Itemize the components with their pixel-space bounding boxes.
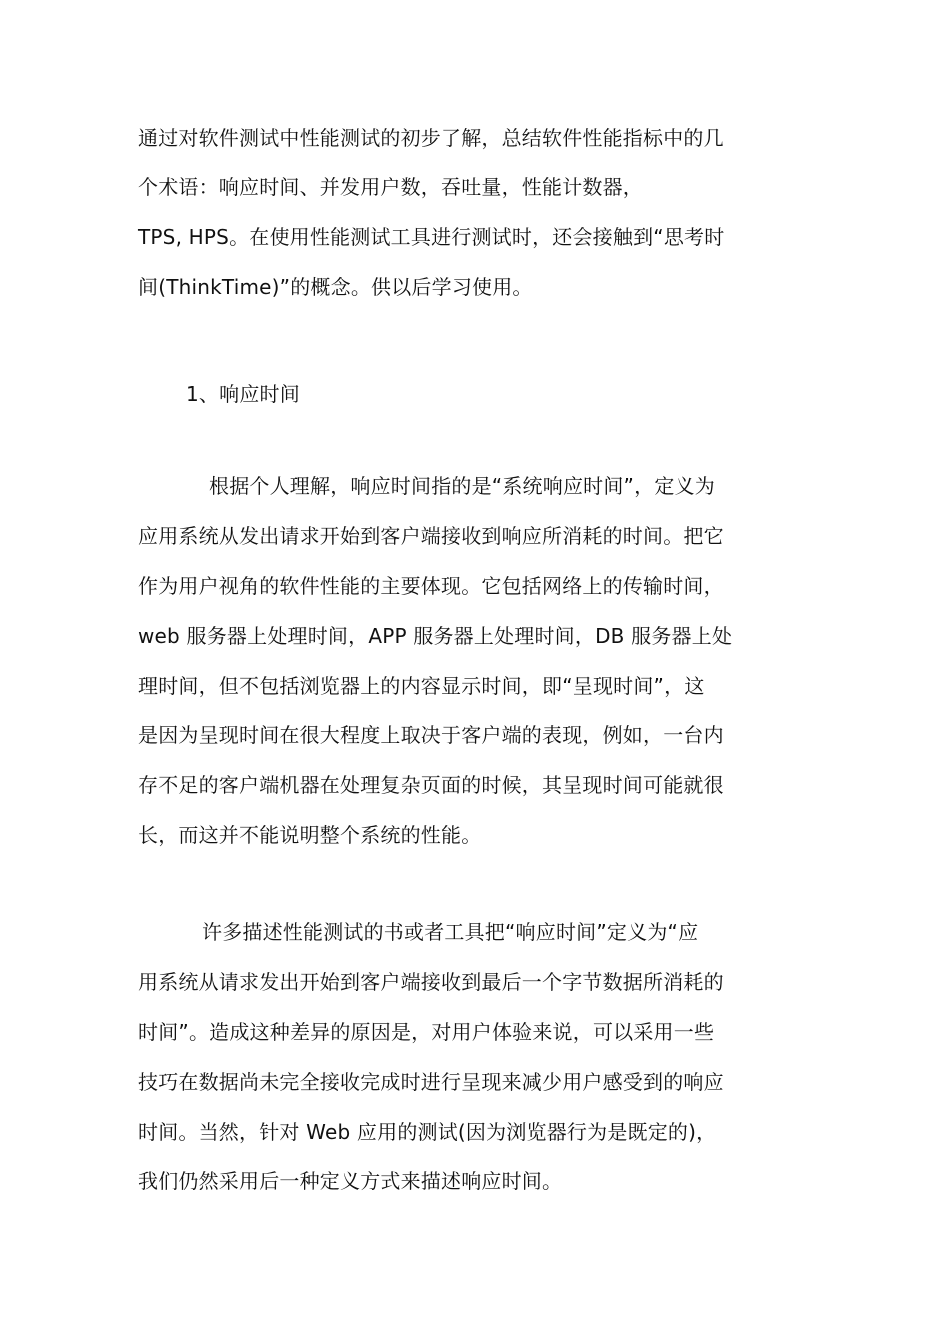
intro-line-2: 个术语：响应时间、并发用户数，吞吐量，性能计数器， — [138, 175, 643, 199]
paragraph-1-line-4: web 服务器上处理时间，APP 服务器上处理时间，DB 服务器上处 — [138, 624, 733, 648]
paragraph-2-line-2: 用系统从请求发出开始到客户端接收到最后一个字节数据所消耗的 — [138, 970, 724, 994]
paragraph-2-line-1: 许多描述性能测试的书或者工具把“响应时间”定义为“应 — [202, 920, 699, 944]
paragraph-1-line-7: 存不足的客户端机器在处理复杂页面的时候，其呈现时间可能就很 — [138, 773, 724, 797]
paragraph-1-line-1: 根据个人理解，响应时间指的是“系统响应时间”，定义为 — [209, 474, 715, 498]
paragraph-1-line-2: 应用系统从发出请求开始到客户端接收到响应所消耗的时间。把它 — [138, 524, 724, 548]
paragraph-1-line-3: 作为用户视角的软件性能的主要体现。它包括网络上的传输时间， — [138, 574, 724, 598]
paragraph-1-line-6: 是因为呈现时间在很大程度上取决于客户端的表现，例如，一台内 — [138, 723, 724, 747]
paragraph-2-line-5: 时间。当然，针对 Web 应用的测试(因为浏览器行为是既定的)， — [138, 1120, 717, 1144]
intro-line-1: 通过对软件测试中性能测试的初步了解，总结软件性能指标中的几 — [138, 126, 724, 150]
paragraph-1-line-5: 理时间，但不包括浏览器上的内容显示时间，即“呈现时间”，这 — [138, 674, 705, 698]
section-heading: 1、响应时间 — [186, 382, 300, 406]
paragraph-2-line-3: 时间”。造成这种差异的原因是，对用户体验来说，可以采用一些 — [138, 1020, 715, 1044]
paragraph-2-line-4: 技巧在数据尚未完全接收完成时进行呈现来减少用户感受到的响应 — [138, 1070, 724, 1094]
intro-line-4: 间(ThinkTime)”的概念。供以后学习使用。 — [138, 275, 533, 299]
paragraph-1-line-8: 长，而这并不能说明整个系统的性能。 — [138, 823, 482, 847]
paragraph-2-line-6: 我们仍然采用后一种定义方式来描述响应时间。 — [138, 1169, 563, 1193]
intro-line-3: TPS, HPS。在使用性能测试工具进行测试时，还会接触到“思考时 — [138, 225, 725, 249]
